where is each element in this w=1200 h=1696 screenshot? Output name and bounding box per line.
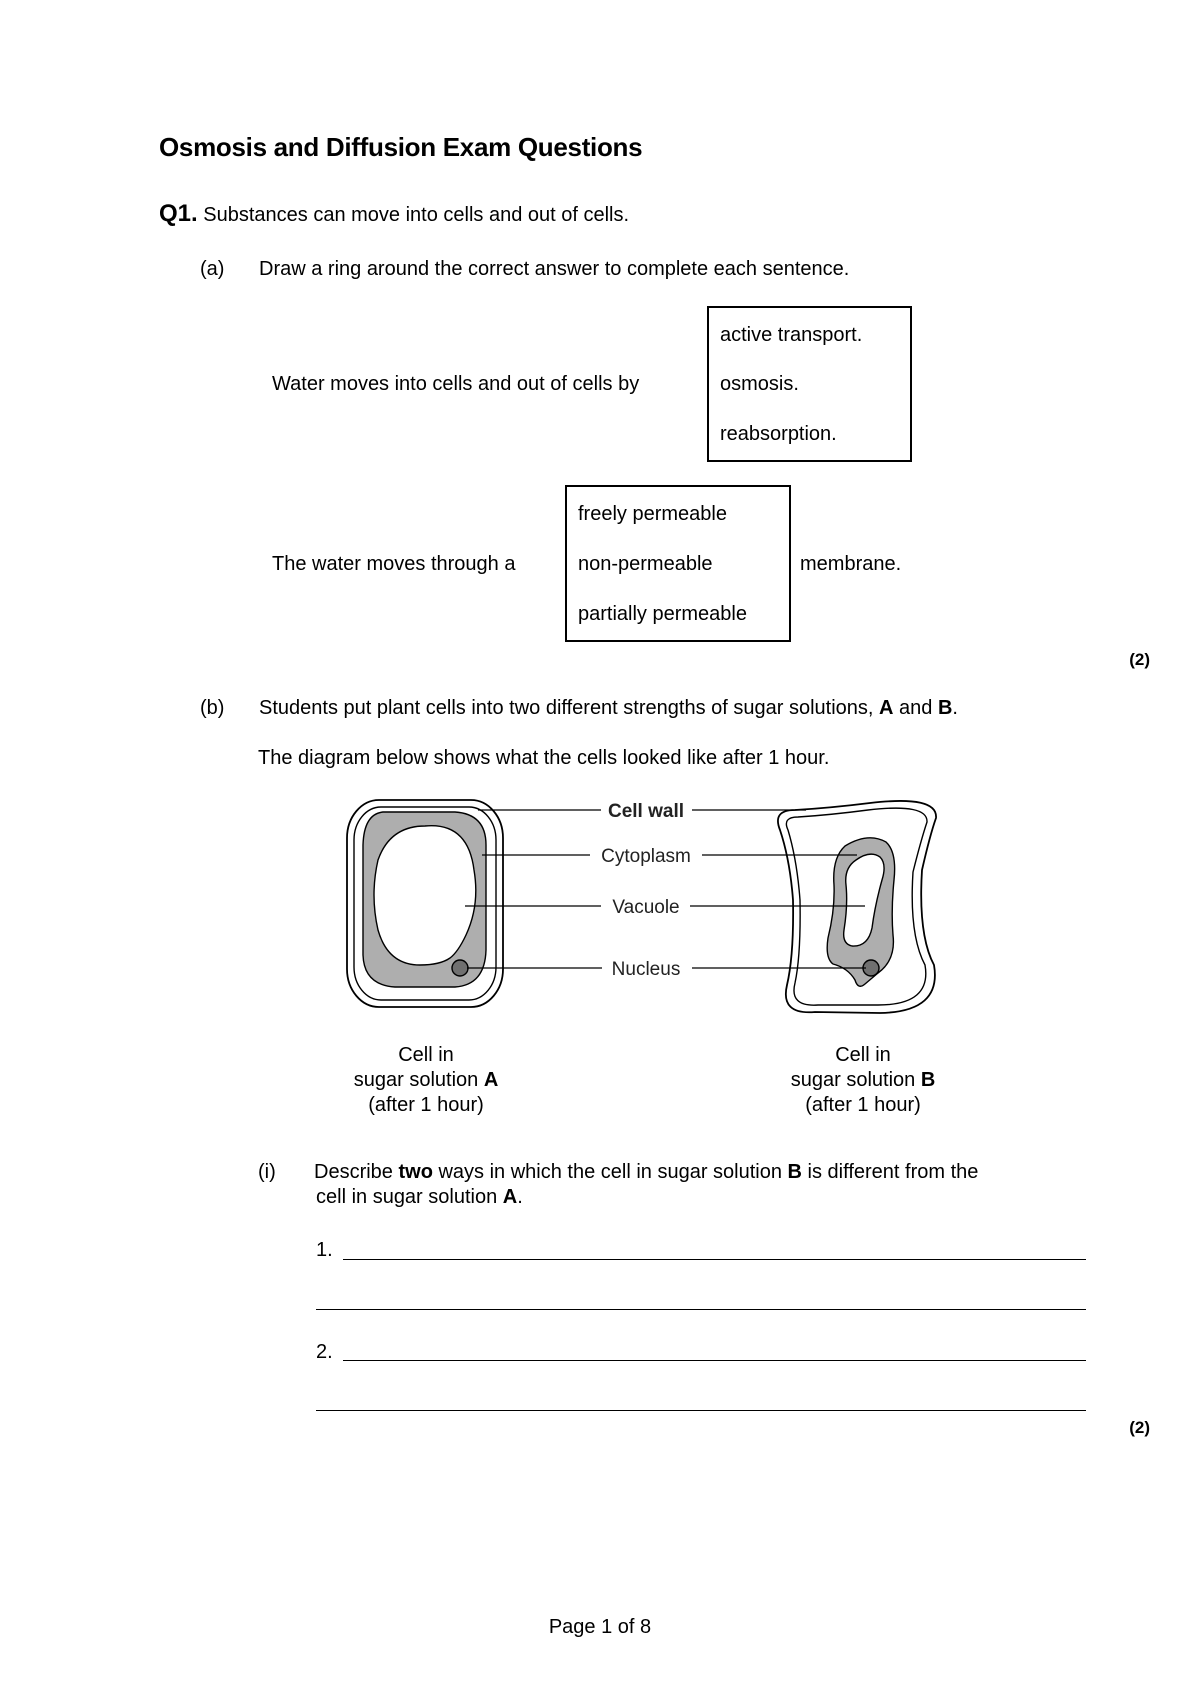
cell-diagram	[330, 790, 950, 1030]
part-i-question-line2	[316, 1185, 523, 1209]
q-i-a: A	[502, 1186, 518, 1208]
sentence-2-tail: membrane.	[800, 553, 902, 575]
caption-cell-a	[306, 1043, 546, 1118]
cell-a	[347, 800, 503, 1007]
solution-a-letter: A	[879, 697, 894, 719]
answer-1-line-a[interactable]	[343, 1259, 1086, 1260]
page-footer: Page 1 of 8	[548, 1616, 652, 1638]
solution-b-letter: B	[937, 697, 953, 719]
caption-cell-b	[743, 1043, 983, 1118]
marks-b-i: (2)	[1129, 1418, 1150, 1437]
caption-b-letter: B	[920, 1069, 936, 1091]
caption-a-letter: A	[483, 1069, 499, 1091]
part-i-label: (i)	[258, 1161, 276, 1183]
cell-b	[778, 801, 936, 1013]
part-a-label: (a)	[200, 258, 225, 280]
part-b-and: and	[893, 697, 938, 719]
part-b-intro	[259, 696, 958, 720]
option-freely-permeable[interactable]: freely permeable	[578, 503, 727, 525]
option-active-transport[interactable]: active transport.	[720, 324, 863, 346]
q-i-b: B	[787, 1161, 802, 1183]
part-a-instruction: Draw a ring around the correct answer to complete each sentence.	[259, 258, 850, 280]
part-i-question-line1	[314, 1160, 978, 1184]
part-b-intro-text: Students put plant cells into two different strengths of sugar solutions,	[259, 697, 879, 719]
caption-b-line3: (after 1 hour)	[805, 1094, 921, 1116]
option-non-permeable[interactable]: non-permeable	[578, 553, 713, 575]
option-osmosis[interactable]: osmosis.	[720, 373, 799, 395]
q-i-post: is different from the	[802, 1161, 979, 1183]
caption-a-line1: Cell in	[398, 1044, 454, 1066]
q-i-line2-post: .	[517, 1186, 523, 1208]
answer-2-number: 2.	[316, 1341, 333, 1363]
caption-a-line3: (after 1 hour)	[368, 1094, 484, 1116]
answer-2-line-b[interactable]	[316, 1410, 1086, 1411]
caption-b-line2	[743, 1068, 983, 1093]
part-b-label: (b)	[200, 697, 225, 719]
label-vacuole: Vacuole	[612, 897, 680, 918]
label-cell-wall: Cell wall	[607, 801, 685, 822]
option-reabsorption[interactable]: reabsorption.	[720, 423, 837, 445]
caption-b-text: sugar solution	[790, 1069, 921, 1091]
sentence-1-lead: Water moves into cells and out of cells by	[272, 373, 640, 395]
question-number: Q1.	[159, 200, 198, 227]
answer-1-number: 1.	[316, 1239, 333, 1261]
label-cytoplasm: Cytoplasm	[601, 846, 691, 867]
caption-a-text: sugar solution	[353, 1069, 484, 1091]
q-i-pre: Describe	[314, 1161, 399, 1183]
answer-box-1	[707, 306, 912, 462]
part-b-intro-2: The diagram below shows what the cells looked like after 1 hour.	[258, 747, 830, 769]
q-i-mid: ways in which the cell in sugar solution	[432, 1161, 788, 1183]
answer-1-line-b[interactable]	[316, 1309, 1086, 1310]
question-1	[159, 202, 629, 227]
answer-box-2	[565, 485, 791, 642]
question-intro: Substances can move into cells and out of cells.	[203, 204, 630, 226]
option-partially-permeable[interactable]: partially permeable	[578, 603, 747, 625]
cell-a-vacuole	[374, 826, 476, 965]
cell-a-nucleus	[452, 960, 468, 976]
part-b-period: .	[952, 697, 958, 719]
caption-a-line2	[306, 1068, 546, 1093]
sentence-2-lead: The water moves through a	[272, 553, 516, 575]
label-nucleus: Nucleus	[611, 959, 681, 980]
answer-2-line-a[interactable]	[343, 1360, 1086, 1361]
q-i-line2-pre: cell in sugar solution	[316, 1186, 503, 1208]
marks-a: (2)	[1129, 650, 1150, 669]
q-i-bold: two	[398, 1161, 433, 1183]
page-title: Osmosis and Diffusion Exam Questions	[159, 132, 643, 162]
caption-b-line1: Cell in	[835, 1044, 891, 1066]
